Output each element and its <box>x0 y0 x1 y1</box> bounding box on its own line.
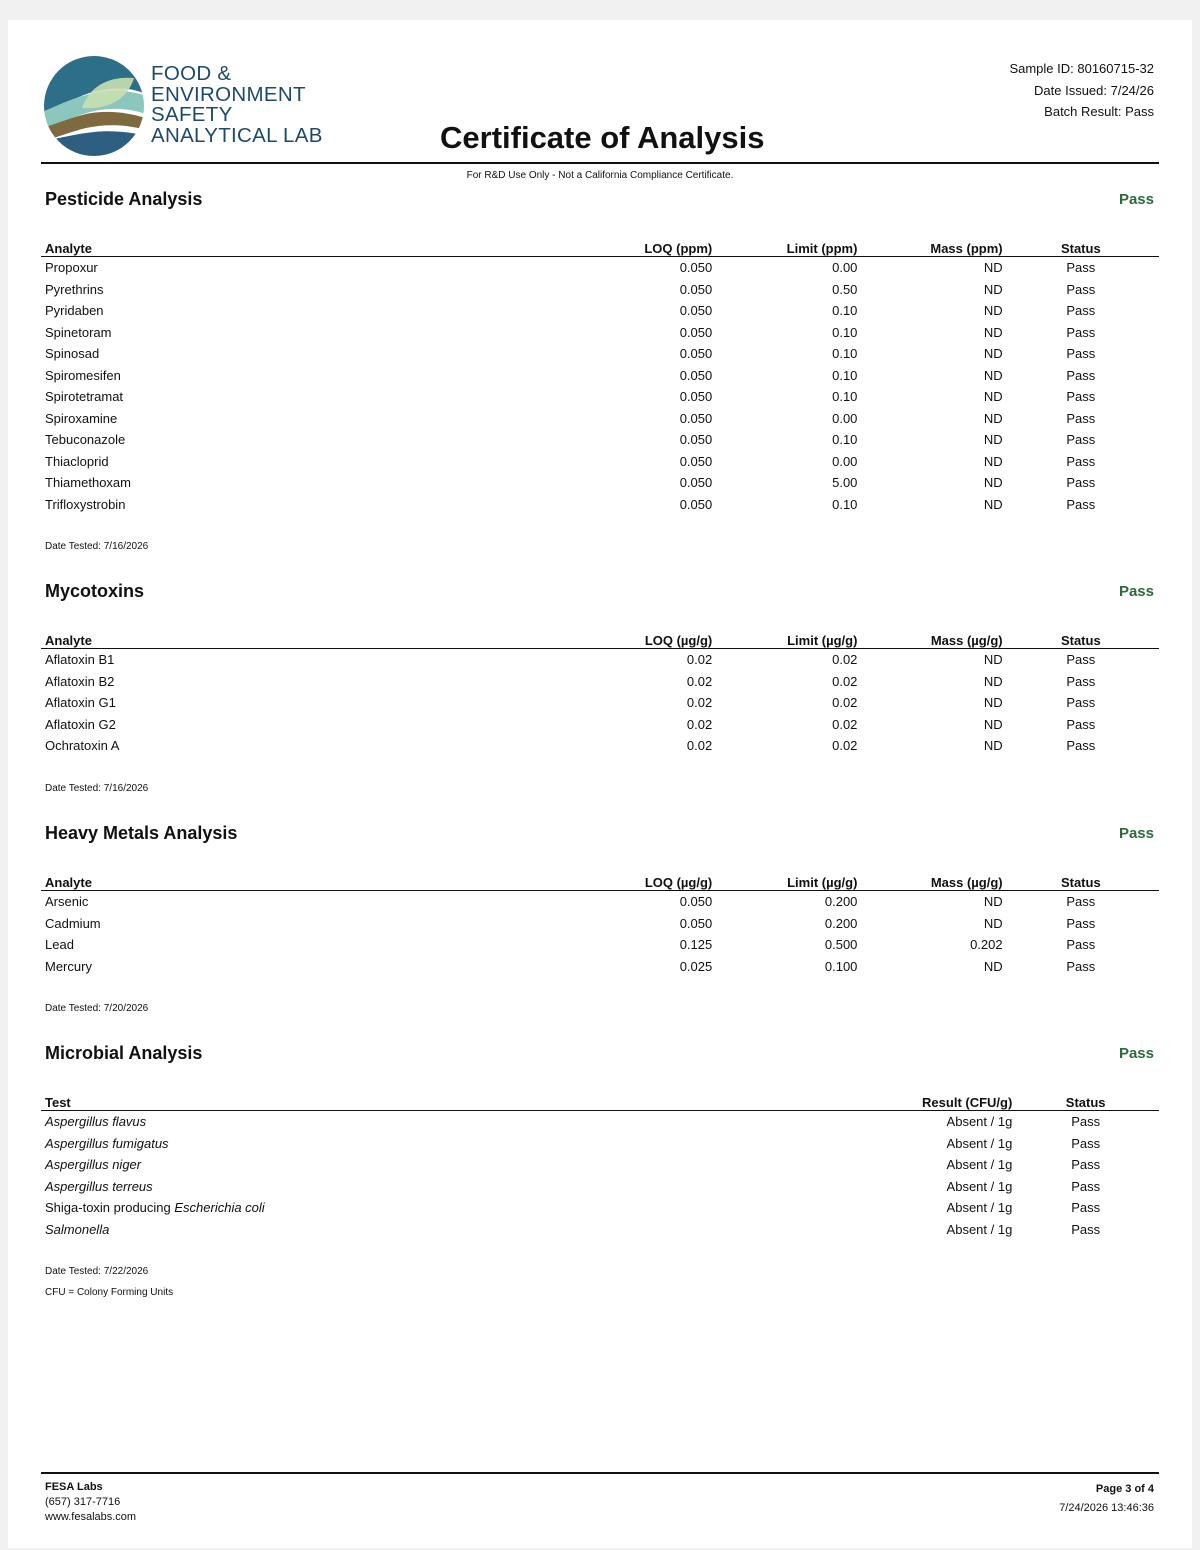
status-value: Pass <box>1066 389 1096 405</box>
loq-value: 0.050 <box>679 389 713 405</box>
mass-value: ND <box>983 738 1003 754</box>
test-name <box>41 1176 866 1198</box>
loq-value: 0.050 <box>679 410 713 426</box>
table-row <box>41 408 1159 430</box>
table-row <box>41 300 1159 322</box>
column-header: Limit (ppm) <box>712 236 857 257</box>
column-header: Analyte <box>41 870 555 891</box>
table-row <box>41 386 1159 408</box>
table-row <box>41 1197 1159 1219</box>
table-row <box>41 735 1159 757</box>
loq-value: 0.02 <box>686 716 713 732</box>
limit-value: 0.00 <box>832 453 858 469</box>
status-value: Pass <box>1071 1114 1101 1130</box>
table-row <box>41 1111 1159 1133</box>
test-name-organism: Aspergillus fumigatus <box>45 1135 169 1151</box>
table-row <box>41 257 1159 279</box>
status-value: Pass <box>1066 695 1096 711</box>
microbial-table <box>41 1090 1159 1240</box>
status-value: Pass <box>1066 281 1096 297</box>
limit-value: 0.02 <box>832 695 858 711</box>
analyte-name: Thiamethoxam <box>45 475 131 491</box>
analyte-name: Tebuconazole <box>45 432 126 448</box>
mass-value: ND <box>983 367 1003 383</box>
test-name-organism: Aspergillus terreus <box>45 1178 153 1194</box>
table-row <box>41 1176 1159 1198</box>
mass-value: ND <box>983 716 1003 732</box>
limit-value: 0.02 <box>832 652 858 668</box>
test-name <box>41 1219 866 1241</box>
analyte-name: Pyridaben <box>45 303 104 319</box>
status-value: Pass <box>1066 673 1096 689</box>
test-name <box>41 1154 866 1176</box>
limit-value: 0.50 <box>832 281 858 297</box>
limit-value: 0.500 <box>824 937 858 953</box>
table-row <box>41 891 1159 913</box>
table-header-row <box>41 628 1159 649</box>
loq-value: 0.050 <box>679 367 713 383</box>
status-value: Pass <box>1071 1178 1101 1194</box>
footer-phone: (657) 317-7716 <box>45 1496 121 1508</box>
status-value: Pass <box>1066 367 1096 383</box>
test-name-organism: Aspergillus flavus <box>45 1114 147 1130</box>
loq-value: 0.050 <box>679 260 713 276</box>
table-row <box>41 429 1159 451</box>
mass-value: ND <box>983 453 1003 469</box>
column-header: Result (CFU/g) <box>866 1090 1013 1111</box>
loq-value: 0.050 <box>679 453 713 469</box>
analyte-name: Mercury <box>45 958 92 974</box>
table-row <box>41 494 1159 516</box>
date-issued: Date Issued: 7/24/26 <box>1034 82 1154 98</box>
mass-value: ND <box>983 303 1003 319</box>
analyte-name: Arsenic <box>45 894 89 910</box>
mass-value: ND <box>983 432 1003 448</box>
metals-section-title: Heavy Metals Analysis <box>45 823 238 843</box>
footer-divider <box>41 1472 1159 1474</box>
result-value: Absent / 1g <box>946 1135 1013 1151</box>
limit-value: 0.10 <box>832 432 858 448</box>
status-value: Pass <box>1066 260 1096 276</box>
loq-value: 0.02 <box>686 652 713 668</box>
result-value: Absent / 1g <box>946 1178 1013 1194</box>
loq-value: 0.02 <box>686 738 713 754</box>
mass-value: ND <box>983 652 1003 668</box>
limit-value: 0.02 <box>832 716 858 732</box>
test-name-organism: Aspergillus niger <box>45 1157 142 1173</box>
footer-page-info <box>1059 1480 1154 1518</box>
mass-value: ND <box>983 475 1003 491</box>
analyte-name: Thiacloprid <box>45 453 109 469</box>
status-value: Pass <box>1071 1135 1101 1151</box>
page-title: Certificate of Analysis <box>440 120 765 155</box>
column-header: Status <box>1012 1090 1159 1111</box>
column-header: Status <box>1003 870 1159 891</box>
analyte-name: Aflatoxin B2 <box>45 673 115 689</box>
test-name <box>41 1197 866 1219</box>
print-timestamp: 7/24/2026 13:46:36 <box>1059 1502 1154 1514</box>
status-value: Pass <box>1066 738 1096 754</box>
microbial-section-status: Pass <box>1118 1045 1154 1062</box>
table-row <box>41 913 1159 935</box>
status-value: Pass <box>1071 1157 1101 1173</box>
loq-value: 0.050 <box>679 346 713 362</box>
status-value: Pass <box>1066 652 1096 668</box>
limit-value: 0.200 <box>824 915 858 931</box>
microbial-date-tested: Date Tested: 7/22/2026 <box>45 1266 149 1277</box>
table-row <box>41 451 1159 473</box>
mass-value: 0.202 <box>970 937 1003 953</box>
limit-value: 0.10 <box>832 367 858 383</box>
status-value: Pass <box>1066 716 1096 732</box>
status-value: Pass <box>1066 324 1096 340</box>
table-row <box>41 692 1159 714</box>
mass-value: ND <box>983 389 1003 405</box>
test-name <box>41 1133 866 1155</box>
lab-logo-text: FOOD & ENVIRONMENT SAFETY ANALYTICAL LAB <box>151 62 323 147</box>
limit-value: 0.10 <box>832 496 858 512</box>
pesticide-table <box>41 236 1159 515</box>
column-header: Analyte <box>41 628 555 649</box>
table-header-row <box>41 870 1159 891</box>
limit-value: 0.10 <box>832 346 858 362</box>
lab-logo-icon <box>42 54 146 158</box>
column-header: LOQ (µg/g) <box>555 628 712 649</box>
status-value: Pass <box>1066 958 1096 974</box>
mass-value: ND <box>983 958 1003 974</box>
column-header: Mass (ppm) <box>857 236 1002 257</box>
column-header: LOQ (µg/g) <box>555 870 712 891</box>
loq-value: 0.050 <box>679 496 713 512</box>
result-value: Absent / 1g <box>946 1221 1013 1237</box>
loq-value: 0.050 <box>679 432 713 448</box>
analyte-name: Spinosad <box>45 346 100 362</box>
pesticide-section-title: Pesticide Analysis <box>45 189 203 209</box>
mass-value: ND <box>983 410 1003 426</box>
mycotoxins-date-tested: Date Tested: 7/16/2026 <box>45 783 149 794</box>
footer-contact <box>45 1480 136 1525</box>
limit-value: 0.00 <box>832 260 858 276</box>
header-divider <box>41 162 1159 164</box>
loq-value: 0.050 <box>679 281 713 297</box>
analyte-name: Ochratoxin A <box>45 738 120 754</box>
test-name-plain: Shiga-toxin producing <box>45 1200 175 1216</box>
mass-value: ND <box>983 281 1003 297</box>
loq-value: 0.050 <box>679 324 713 340</box>
metals-date-tested: Date Tested: 7/20/2026 <box>45 1003 149 1014</box>
loq-value: 0.050 <box>679 894 713 910</box>
test-name-organism: Escherichia coli <box>174 1200 265 1216</box>
status-value: Pass <box>1066 303 1096 319</box>
table-row <box>41 365 1159 387</box>
loq-value: 0.025 <box>679 958 713 974</box>
pesticide-date-tested: Date Tested: 7/16/2026 <box>45 541 149 552</box>
limit-value: 0.00 <box>832 410 858 426</box>
mass-value: ND <box>983 324 1003 340</box>
footer-website[interactable]: www.fesalabs.com <box>45 1511 137 1523</box>
result-value: Absent / 1g <box>946 1200 1013 1216</box>
metals-section-status: Pass <box>1118 825 1154 842</box>
sample-meta <box>1009 58 1154 123</box>
table-row <box>41 279 1159 301</box>
mycotoxins-section-status: Pass <box>1118 583 1154 600</box>
table-row <box>41 1154 1159 1176</box>
mass-value: ND <box>983 346 1003 362</box>
analyte-name: Aflatoxin G2 <box>45 716 116 732</box>
loq-value: 0.050 <box>679 915 713 931</box>
limit-value: 0.100 <box>824 958 858 974</box>
column-header: Test <box>41 1090 866 1111</box>
loq-value: 0.125 <box>679 937 713 953</box>
limit-value: 0.200 <box>824 894 858 910</box>
table-row <box>41 472 1159 494</box>
analyte-name: Cadmium <box>45 915 101 931</box>
cfu-note: CFU = Colony Forming Units <box>45 1287 174 1298</box>
mass-value: ND <box>983 894 1003 910</box>
loq-value: 0.050 <box>679 303 713 319</box>
column-header: Analyte <box>41 236 555 257</box>
column-header: Status <box>1003 628 1159 649</box>
limit-value: 0.10 <box>832 303 858 319</box>
table-row <box>41 649 1159 671</box>
table-row <box>41 1219 1159 1241</box>
status-value: Pass <box>1071 1200 1101 1216</box>
status-value: Pass <box>1066 453 1096 469</box>
batch-result: Batch Result: Pass <box>1044 104 1154 119</box>
table-row <box>41 714 1159 736</box>
analyte-name: Propoxur <box>45 260 98 276</box>
result-value: Absent / 1g <box>946 1114 1013 1130</box>
result-value: Absent / 1g <box>946 1157 1013 1173</box>
column-header: Status <box>1003 236 1159 257</box>
loq-value: 0.02 <box>686 695 713 711</box>
status-value: Pass <box>1066 937 1096 953</box>
limit-value: 0.02 <box>832 738 858 754</box>
table-row <box>41 322 1159 344</box>
column-header: Mass (µg/g) <box>857 870 1002 891</box>
analyte-name: Spiromesifen <box>45 367 121 383</box>
mass-value: ND <box>983 260 1003 276</box>
mass-value: ND <box>983 496 1003 512</box>
column-header: Limit (µg/g) <box>712 628 857 649</box>
test-name-organism: Salmonella <box>45 1221 110 1237</box>
limit-value: 5.00 <box>832 475 858 491</box>
status-value: Pass <box>1066 475 1096 491</box>
table-row <box>41 343 1159 365</box>
compliance-notice: For R&D Use Only - Not a California Compliance Certificate. <box>466 170 734 181</box>
mycotoxins-table <box>41 628 1159 757</box>
footer-company: FESA Labs <box>45 1481 103 1493</box>
sample-id: Sample ID: 80160715-32 <box>1009 61 1154 76</box>
pesticide-section-status: Pass <box>1118 191 1154 208</box>
table-row <box>41 934 1159 956</box>
status-value: Pass <box>1066 915 1096 931</box>
metals-table <box>41 870 1159 977</box>
mycotoxins-section-title: Mycotoxins <box>45 581 145 601</box>
table-header-row <box>41 236 1159 257</box>
status-value: Pass <box>1066 894 1096 910</box>
microbial-section-title: Microbial Analysis <box>45 1043 203 1063</box>
analyte-name: Pyrethrins <box>45 281 104 297</box>
column-header: Mass (µg/g) <box>857 628 1002 649</box>
table-row <box>41 1133 1159 1155</box>
mass-value: ND <box>983 915 1003 931</box>
status-value: Pass <box>1066 410 1096 426</box>
limit-value: 0.10 <box>832 389 858 405</box>
analyte-name: Aflatoxin G1 <box>45 695 116 711</box>
status-value: Pass <box>1071 1221 1101 1237</box>
column-header: LOQ (ppm) <box>555 236 712 257</box>
limit-value: 0.10 <box>832 324 858 340</box>
analyte-name: Trifloxystrobin <box>45 496 126 512</box>
loq-value: 0.050 <box>679 475 713 491</box>
mass-value: ND <box>983 673 1003 689</box>
limit-value: 0.02 <box>832 673 858 689</box>
analyte-name: Spiroxamine <box>45 410 118 426</box>
status-value: Pass <box>1066 496 1096 512</box>
test-name <box>41 1111 866 1133</box>
loq-value: 0.02 <box>686 673 713 689</box>
analyte-name: Spinetoram <box>45 324 112 340</box>
analyte-name: Aflatoxin B1 <box>45 652 115 668</box>
table-row <box>41 956 1159 978</box>
mass-value: ND <box>983 695 1003 711</box>
column-header: Limit (µg/g) <box>712 870 857 891</box>
table-row <box>41 671 1159 693</box>
certificate-page <box>8 20 1192 1548</box>
analyte-name: Lead <box>45 937 74 953</box>
table-header-row <box>41 1090 1159 1111</box>
page-number: Page 3 of 4 <box>1095 1483 1154 1495</box>
status-value: Pass <box>1066 432 1096 448</box>
status-value: Pass <box>1066 346 1096 362</box>
analyte-name: Spirotetramat <box>45 389 124 405</box>
